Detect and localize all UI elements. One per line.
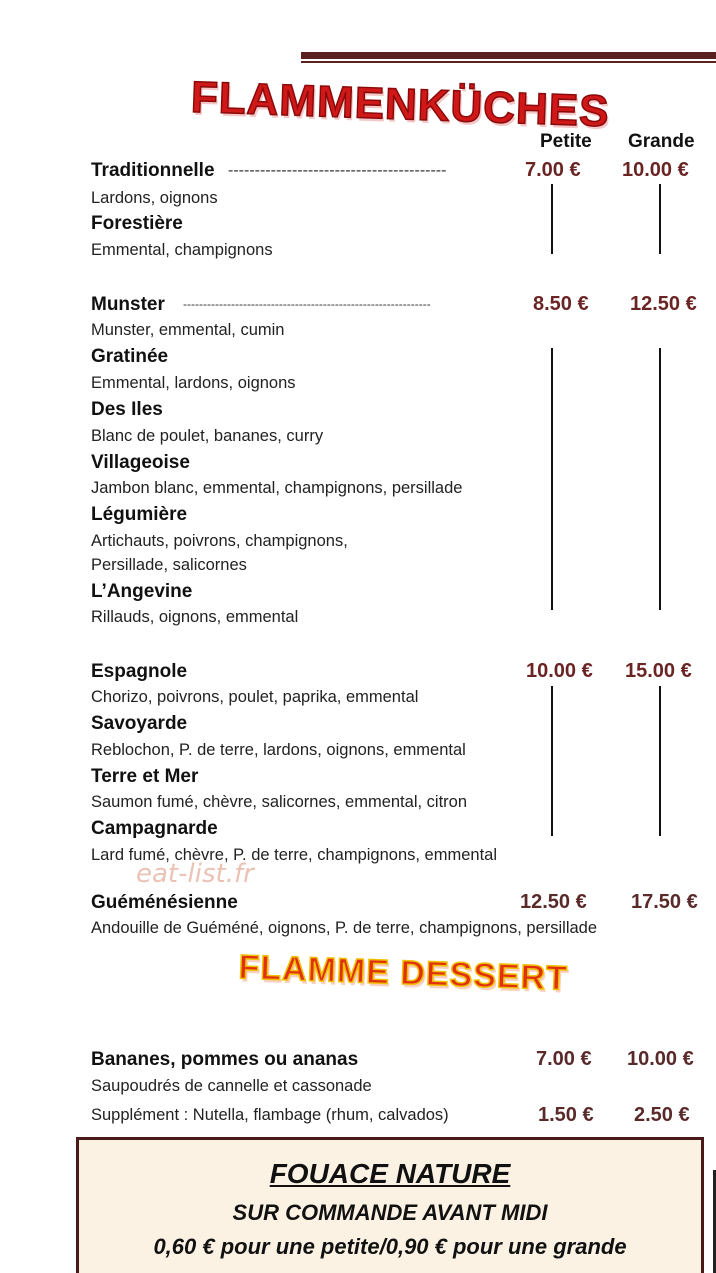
- price-petite-group3: 10.00 €: [526, 660, 593, 682]
- item-desc-munster: Munster, emmental, cumin: [91, 321, 285, 339]
- item-name-legumiere: Légumière: [91, 504, 188, 525]
- bracket-line-grande: [659, 686, 661, 836]
- supplement-price-petite: 1.50 €: [538, 1104, 594, 1126]
- price-petite-group1: 7.00 €: [525, 159, 581, 181]
- dessert-supplement: Supplément : Nutella, flambage (rhum, calvados): [91, 1106, 449, 1124]
- top-rule: [301, 52, 716, 59]
- dessert-price-petite: 7.00 €: [536, 1048, 592, 1070]
- item-desc-forestiere: Emmental, champignons: [91, 241, 273, 259]
- price-grande-group1: 10.00 €: [622, 159, 689, 181]
- item-name-terre-et-mer: Terre et Mer: [91, 766, 199, 787]
- item-name-munster: Munster: [91, 294, 165, 315]
- supplement-price-grande: 2.50 €: [634, 1104, 690, 1126]
- item-name-gratinee: Gratinée: [91, 346, 169, 367]
- item-name-espagnole: Espagnole: [91, 661, 188, 682]
- item-desc-gratinee: Emmental, lardons, oignons: [91, 374, 296, 392]
- watermark: eat-list.fr: [136, 859, 254, 889]
- price-grande-group4: 17.50 €: [631, 891, 698, 913]
- item-desc-des-iles: Blanc de poulet, bananes, curry: [91, 427, 324, 445]
- item-desc-villageoise: Jambon blanc, emmental, champignons, persillade: [91, 479, 463, 497]
- main-title: FLAMMENKÜCHES: [190, 72, 611, 137]
- item-desc-espagnole: Chorizo, poivrons, poulet, paprika, emmental: [91, 688, 419, 706]
- item-desc-guemenesienne: Andouille de Guéméné, oignons, P. de terre, champignons, persillade: [91, 919, 598, 937]
- item-name-des-iles: Des Iles: [91, 399, 163, 420]
- price-petite-group2: 8.50 €: [533, 293, 589, 315]
- bracket-line-petite: [551, 184, 553, 254]
- dessert-price-grande: 10.00 €: [627, 1048, 694, 1070]
- leader-dashes: -----------------------------------------: [228, 162, 447, 179]
- item-name-villageoise: Villageoise: [91, 452, 190, 473]
- item-desc-l-angevine: Rillauds, oignons, emmental: [91, 608, 299, 626]
- column-header-grande: Grande: [628, 131, 695, 152]
- item-name-savoyarde: Savoyarde: [91, 713, 188, 734]
- item-desc-traditionnelle: Lardons, oignons: [91, 189, 218, 207]
- item-desc-legumiere: Artichauts, poivrons, champignons,: [91, 532, 348, 550]
- item-desc-campagnarde: Lard fumé, chèvre, P. de terre, champignons, emmental: [91, 846, 497, 864]
- top-rule-thin: [301, 61, 716, 63]
- dessert-name: Bananes, pommes ou ananas: [91, 1049, 359, 1070]
- item-desc-legumiere-line2: Persillade, salicornes: [91, 556, 247, 574]
- bracket-line-petite: [551, 348, 553, 610]
- bracket-line-grande: [659, 184, 661, 254]
- item-name-guemenesienne: Guéménésienne: [91, 892, 238, 913]
- item-desc-terre-et-mer: Saumon fumé, chèvre, salicornes, emmental, citron: [91, 793, 467, 811]
- price-petite-group4: 12.50 €: [520, 891, 587, 913]
- dessert-desc: Saupoudrés de cannelle et cassonade: [91, 1077, 372, 1095]
- item-desc-savoyarde: Reblochon, P. de terre, lardons, oignons, emmental: [91, 741, 466, 759]
- fouace-title: FOUACE NATURE: [269, 1158, 511, 1189]
- item-name-campagnarde: Campagnarde: [91, 818, 218, 839]
- fouace-price-line: 0,60 € pour une petite/0,90 € pour une grande: [153, 1234, 627, 1259]
- bracket-line-grande: [659, 348, 661, 610]
- item-name-l-angevine: L’Angevine: [91, 581, 193, 602]
- item-name-forestiere: Forestière: [91, 213, 183, 234]
- bracket-line-petite: [551, 686, 553, 836]
- dessert-title: FLAMME DESSERT: [237, 948, 569, 998]
- item-name-traditionnelle: Traditionnelle: [91, 160, 215, 181]
- fouace-subtitle: SUR COMMANDE AVANT MIDI: [232, 1200, 548, 1225]
- leader-dashes: --------------------------------------------------------------: [183, 297, 431, 311]
- price-grande-group2: 12.50 €: [630, 293, 697, 315]
- fouace-box: [76, 1137, 704, 1273]
- column-header-petite: Petite: [540, 131, 592, 152]
- price-grande-group3: 15.00 €: [625, 660, 692, 682]
